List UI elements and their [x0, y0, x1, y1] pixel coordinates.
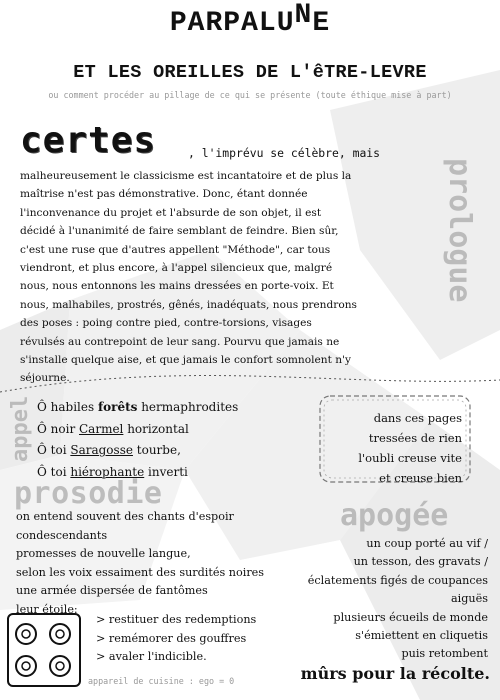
page-title: PARPALUNE — [169, 0, 331, 39]
para-line: l'inconvenance du projet et l'absurde de son objet, il est — [20, 206, 322, 219]
lead-word: certes — [20, 120, 157, 161]
section-label-appel: appel — [8, 395, 33, 462]
verse-line: Ô toi hiérophante inverti — [37, 464, 188, 479]
prologue-paragraph — [20, 167, 440, 388]
intro-first-line: , l'imprévu se célèbre, mais — [188, 146, 381, 160]
pages-stanza: dans ces pages tressées de rien l'oubli creuse vite et creuse bien — [358, 411, 462, 485]
stove-caption: appareil de cuisine : ego = 0 — [88, 676, 235, 686]
verse-line: Ô habiles forêts hermaphrodites — [37, 400, 239, 414]
para-line: nous, malhabiles, prostrés, gênés, inadéquats, nous prendrons — [20, 298, 357, 311]
para-line: s'installe quelque aise, et que jamais le confort somnolent n'y — [20, 354, 351, 367]
para-line: nous, nous entonnons les mains dressées en porte-voix. Et — [20, 280, 334, 293]
closing-line: mûrs pour la récolte. — [300, 664, 490, 683]
verse-line: Ô noir Carmel horizontal — [37, 421, 189, 436]
verse-line: Ô toi Saragosse tourbe, — [37, 443, 181, 457]
section-label-prosodie: prosodie — [14, 476, 163, 511]
stove-icon — [6, 612, 84, 690]
para-line: maîtrise n'est pas démonstrative. Donc, étant donnée — [20, 188, 308, 201]
verse-block — [37, 397, 238, 483]
tagline: ou comment procéder au pillage de ce qui se présente (toute éthique mise à part) — [48, 90, 452, 100]
section-label-prologue: prologue — [442, 158, 477, 303]
page-subtitle: ET LES OREILLES DE L'êTRE-LEVRE — [73, 62, 427, 83]
prosodie-list: > restituer des redemptions > remémorer des gouffres > avaler l'indicible. — [96, 613, 257, 664]
section-label-apogee: apogée — [340, 498, 449, 533]
para-line: révulsés au contrepoint de leur sang. Pourvu que jamais ne — [20, 335, 340, 348]
para-line: malheureusement le classicisme est incantatoire et de plus la — [20, 170, 352, 182]
para-line: décidé à l'unanimité de faire semblant de feindre. Bien sûr, — [20, 225, 339, 238]
para-line: c'est une ruse que d'autres appellent "Méthode", car tous — [20, 243, 331, 256]
para-line-last: séjourne. — [20, 372, 70, 385]
para-line: viendront, et plus encore, à l'appel silencieux que, malgré — [20, 262, 333, 275]
apogee-stanza: un coup porté au vif / un tesson, des gravats / éclatements figés de coupances aiguës plusieurs écueils de monde s'émiettent en cliquetis puis retombent — [307, 537, 488, 661]
prosodie-stanza: on entend souvent des chants d'espoir condescendants promesses de nouvelle langue, selon les voix essaiment des surdités noires une armée dispersée de fantômes leur étoile: — [16, 510, 265, 616]
para-line: des poses : poing contre pied, contre-torsions, visages — [20, 317, 312, 330]
